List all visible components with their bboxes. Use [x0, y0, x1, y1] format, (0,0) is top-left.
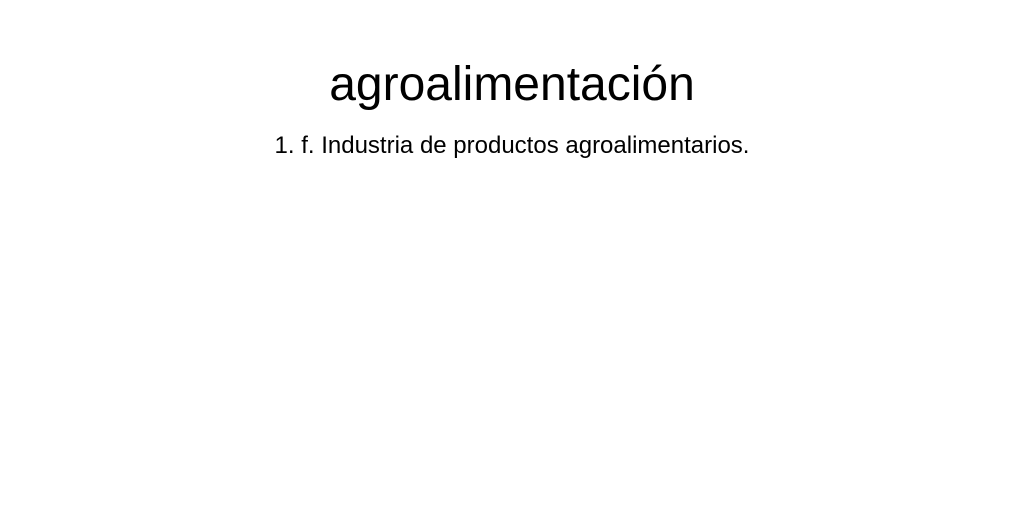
definition-1: 1. f. Industria de productos agroalimentarios.: [274, 132, 750, 159]
headword: agroalimentación: [329, 58, 695, 111]
